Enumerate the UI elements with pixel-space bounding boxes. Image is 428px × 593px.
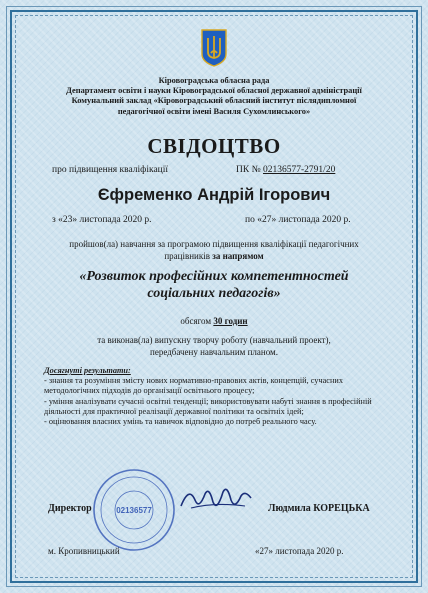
issue-city: м. Кропивницький [48, 546, 120, 556]
document-title: СВІДОЦТВО [147, 134, 281, 158]
program-statement [20, 238, 408, 262]
final-task-line-2: передбачену навчальним планом. [150, 347, 278, 357]
course-title-line-1: «Розвиток професійних компетентностей [79, 269, 349, 284]
program-line-1: пройшов(ла) навчання за програмою підвищення кваліфікації педагогічних [69, 239, 359, 249]
program-line-2-plain: працівників [164, 251, 210, 261]
result-item: - знання та розуміння змісту нових нормативно-правових актів, концепцій, сучасних методологічних підходів до організації освітнього процесу; [44, 376, 344, 396]
issuer-header [20, 76, 408, 117]
result-item: - оцінювання власних умінь та навичок відповідно до потреб реального часу. [44, 417, 317, 427]
trident-emblem-icon [199, 28, 229, 68]
round-seal-icon [92, 468, 176, 552]
signatory-role: Директор [48, 503, 92, 514]
hours-value: 30 годин [213, 316, 248, 326]
seal-code: 02136577 [116, 506, 152, 515]
program-line-2 [20, 250, 408, 262]
issue-date: «27» листопада 2020 р. [255, 546, 344, 556]
signatory-name: Людмила КОРЕЦЬКА [268, 503, 370, 514]
period-to: по «27» листопада 2020 р. [245, 215, 351, 225]
results-heading: Досягнуті результати: [44, 366, 131, 375]
course-title [20, 268, 408, 302]
course-title-line-2: соціальних педагогів» [147, 286, 281, 301]
period-from: з «23» листопада 2020 р. [52, 215, 152, 225]
certificate-number-label: ПК № [236, 165, 261, 175]
certificate-number-value: 02136577-2791/20 [263, 165, 336, 175]
header-line-3: Комунальний заклад «Кіровоградський обласний інститут післядипломної [71, 96, 357, 106]
recipient-name: Єфременко Андрій Ігорович [97, 186, 331, 204]
handwritten-signature-icon [175, 482, 255, 516]
document-subtitle: про підвищення кваліфікації [52, 165, 169, 175]
header-line-2: Департамент освіти і науки Кіровоградської обласної державної адміністрації [66, 86, 362, 96]
results-section [44, 366, 384, 427]
result-item: - уміння аналізувати сучасні освітні тенденції; використовувати набуті знання в професійній діяльності для практичної реалізації державної політики та освітніх ідей; [44, 396, 372, 416]
certificate-number [236, 165, 335, 175]
final-task [20, 334, 408, 358]
course-hours [20, 316, 408, 326]
hours-prefix: обсягом [180, 316, 212, 326]
header-line-4: педагогічної освіти імені Василя Сухомлинського» [117, 106, 311, 116]
program-line-2-bold: за напрямом [212, 251, 264, 261]
final-task-line-1: та виконав(ла) випускну творчу роботу (навчальний проект), [97, 335, 331, 345]
header-line-1: Кіровоградська обласна рада [158, 76, 270, 85]
